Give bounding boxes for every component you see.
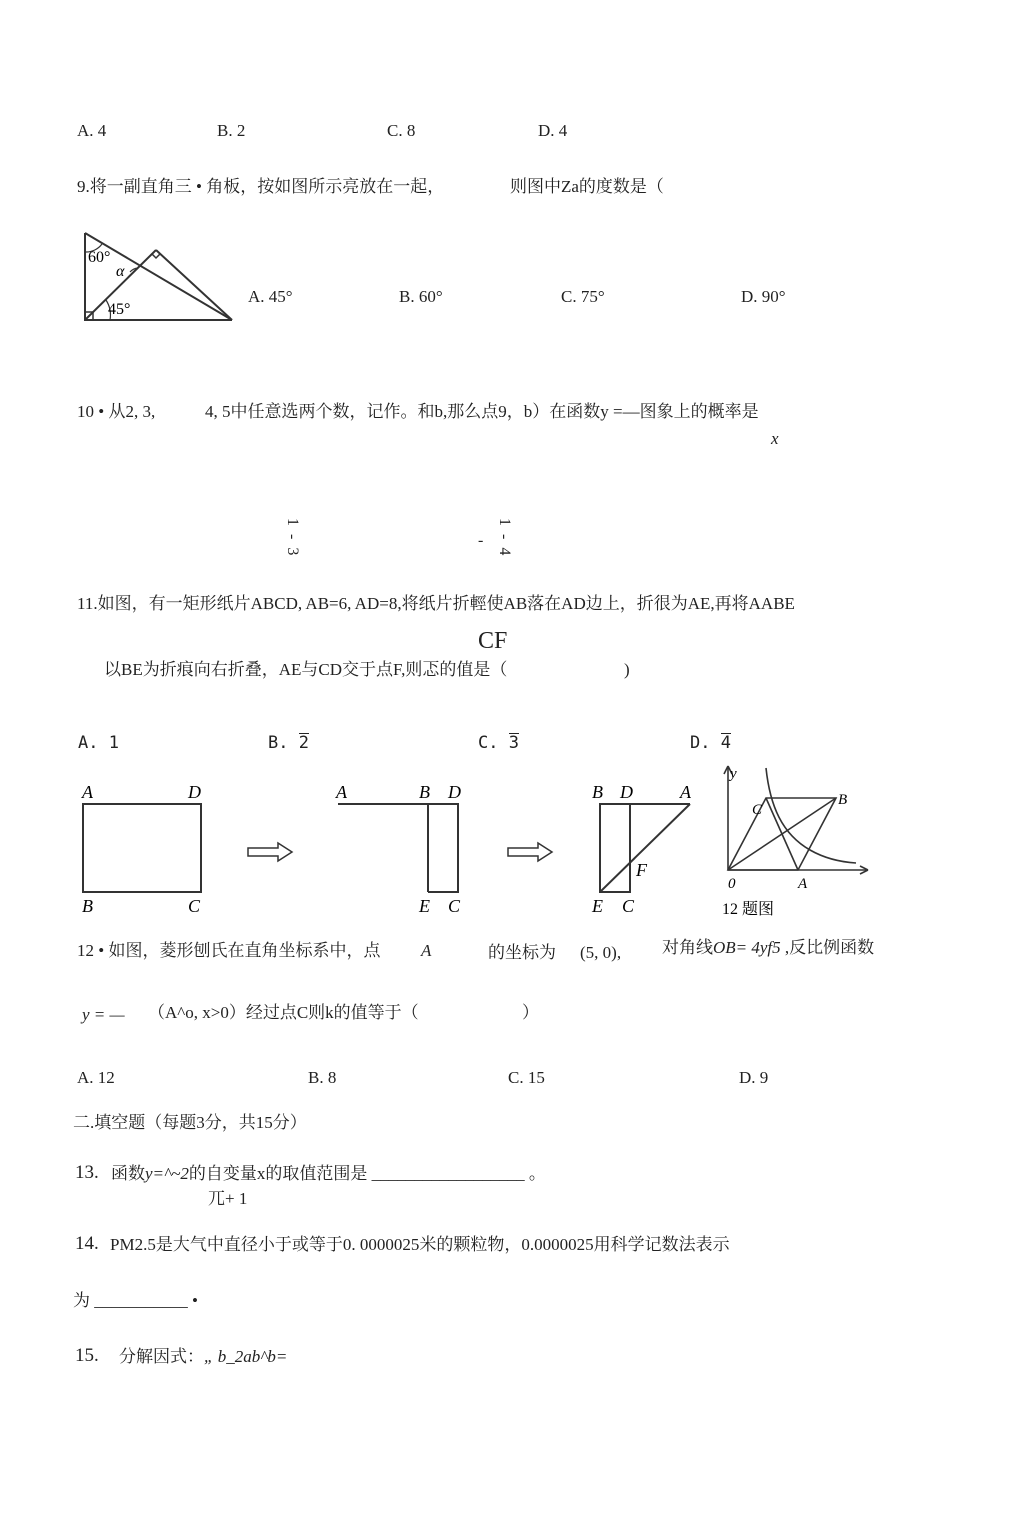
q11-option-b-value: 2 <box>298 733 309 753</box>
q13-expr: y=^~2 <box>145 1164 189 1183</box>
q15-text: 分解因式：„ b_2ab^b= <box>119 1347 288 1366</box>
q12-diag-expr: OB= 4yf5 <box>713 938 781 957</box>
q15-number: 15. <box>75 1345 99 1366</box>
q12-point: A <box>421 941 432 960</box>
q11-option-a: A. 1 <box>78 733 119 753</box>
q12-stem: 12 • 如图，菱形刨氏在直角坐标系中，点 <box>77 941 381 960</box>
q12-diag: 对角线OB= 4yf5 ,反比例函数 <box>662 938 875 957</box>
svg-text:D: D <box>620 782 633 802</box>
q10-stem: 10 • 从2, 3, <box>77 402 156 421</box>
q13-blank: __________________ <box>371 1164 525 1183</box>
q12-paren-close: ） <box>522 1003 539 1022</box>
q11-option-c-value: 3 <box>508 733 519 753</box>
q11-option-b: B. 2 <box>268 733 309 753</box>
svg-text:E: E <box>592 896 603 916</box>
svg-text:C: C <box>622 896 635 916</box>
arrow-right-icon <box>506 842 556 862</box>
svg-text:y: y <box>730 766 737 782</box>
q12-option-b: B. 8 <box>308 1068 337 1087</box>
svg-text:C: C <box>448 896 461 916</box>
q11-fold-figure-2 <box>330 776 470 916</box>
svg-text:A: A <box>336 782 347 802</box>
q11-option-c: C. 3 <box>478 733 519 753</box>
q15-expr: „ b_2ab^b= <box>204 1347 288 1366</box>
svg-text:B: B <box>82 896 93 916</box>
svg-text:A: A <box>798 876 808 892</box>
svg-text:B: B <box>838 792 848 808</box>
q8-option-a: A. 4 <box>77 121 107 140</box>
q8-option-d: D. 4 <box>538 121 568 140</box>
q11-fold-figure-3 <box>590 776 710 916</box>
svg-text:D: D <box>448 782 461 802</box>
q13-denominator: 兀+ 1 <box>208 1189 248 1208</box>
q12-coord-label: 的坐标为 <box>488 943 556 962</box>
q13-number: 13. <box>75 1162 99 1183</box>
q12-rhombus-figure <box>706 758 876 923</box>
q9-option-d: D. 90° <box>741 287 786 306</box>
q9-option-a: A. 45° <box>248 287 293 306</box>
svg-text:12 题图: 12 题图 <box>722 901 775 918</box>
svg-text:D: D <box>188 782 201 802</box>
q11-paren-close: ) <box>624 660 630 679</box>
q8-option-c: C. 8 <box>387 121 416 140</box>
q9-label-45: 45° <box>108 301 131 318</box>
q12-option-a: A. 12 <box>77 1068 115 1087</box>
svg-text:C: C <box>752 802 763 818</box>
q9-stem-2: 则图中Za的度数是（ <box>510 177 664 196</box>
q11-cf-fraction: CF <box>478 628 508 654</box>
svg-text:E: E <box>419 896 430 916</box>
q14-line-2: 为 ___________ • <box>73 1291 198 1310</box>
q14-number: 14. <box>75 1233 99 1254</box>
q12-option-d: D. 9 <box>739 1068 769 1087</box>
q9-label-alpha: α <box>116 263 125 280</box>
q8-option-b: B. 2 <box>217 121 246 140</box>
q10-stem-2: 4, 5中任意选两个数，记作。和b,那么点9，b）在函数y =—图象上的概率是 <box>205 402 759 421</box>
q10-mark: - <box>478 532 484 549</box>
q12-option-c: C. 15 <box>508 1068 545 1087</box>
q9-label-60: 60° <box>88 249 111 266</box>
svg-text:0: 0 <box>728 876 736 892</box>
svg-text:B: B <box>419 782 430 802</box>
arrow-right-icon <box>246 842 296 862</box>
q11-stem-2: 以BE为折痕向右折叠，AE与CD交于点F,则忑的值是（ <box>104 660 508 679</box>
q12-line2-expr: y = — <box>82 1005 125 1024</box>
q10-denominator: x <box>771 429 779 448</box>
svg-text:A: A <box>680 782 691 802</box>
q9-stem: 9.将一副直角三 • 角板，按如图所示亮放在一起， <box>77 177 445 196</box>
q12-coord: (5, 0), <box>580 943 622 962</box>
q14-text: PM2.5是大气中直径小于或等于0. 0000025米的颗粒物，0.0000025用科学记数法表示 <box>110 1235 730 1254</box>
q11-stem: 11.如图，有一矩形纸片ABCD, AB=6, AD=8,将纸片折輕使AB落在AD边上，折很为AE,再将AABE <box>77 594 795 613</box>
svg-text:C: C <box>188 896 201 916</box>
q10-option-a: 1 - 3 <box>284 518 301 558</box>
q12-stem-end: ,反比例函数 <box>784 938 875 957</box>
q12-line2: （A^o, x>0）经过点C则k的值等于（ <box>148 1003 419 1022</box>
q11-option-d: D. 4 <box>690 733 731 753</box>
q10-option-b: 1 - 4 <box>496 518 513 558</box>
q9-option-c: C. 75° <box>561 287 605 306</box>
q11-option-d-value: 4 <box>720 733 731 753</box>
q14-blank: ___________ <box>94 1291 188 1310</box>
q13-text: 函数y=^~2的自变量x的取值范围是 __________________ 。 <box>111 1164 546 1183</box>
q9-triangle-figure <box>80 228 240 328</box>
svg-text:A: A <box>82 782 93 802</box>
q11-fold-figure-1 <box>78 776 218 916</box>
q9-option-b: B. 60° <box>399 287 443 306</box>
section-heading: 二.填空题（每题3分，共15分） <box>73 1113 307 1132</box>
svg-text:B: B <box>592 782 603 802</box>
svg-text:F: F <box>636 860 647 880</box>
